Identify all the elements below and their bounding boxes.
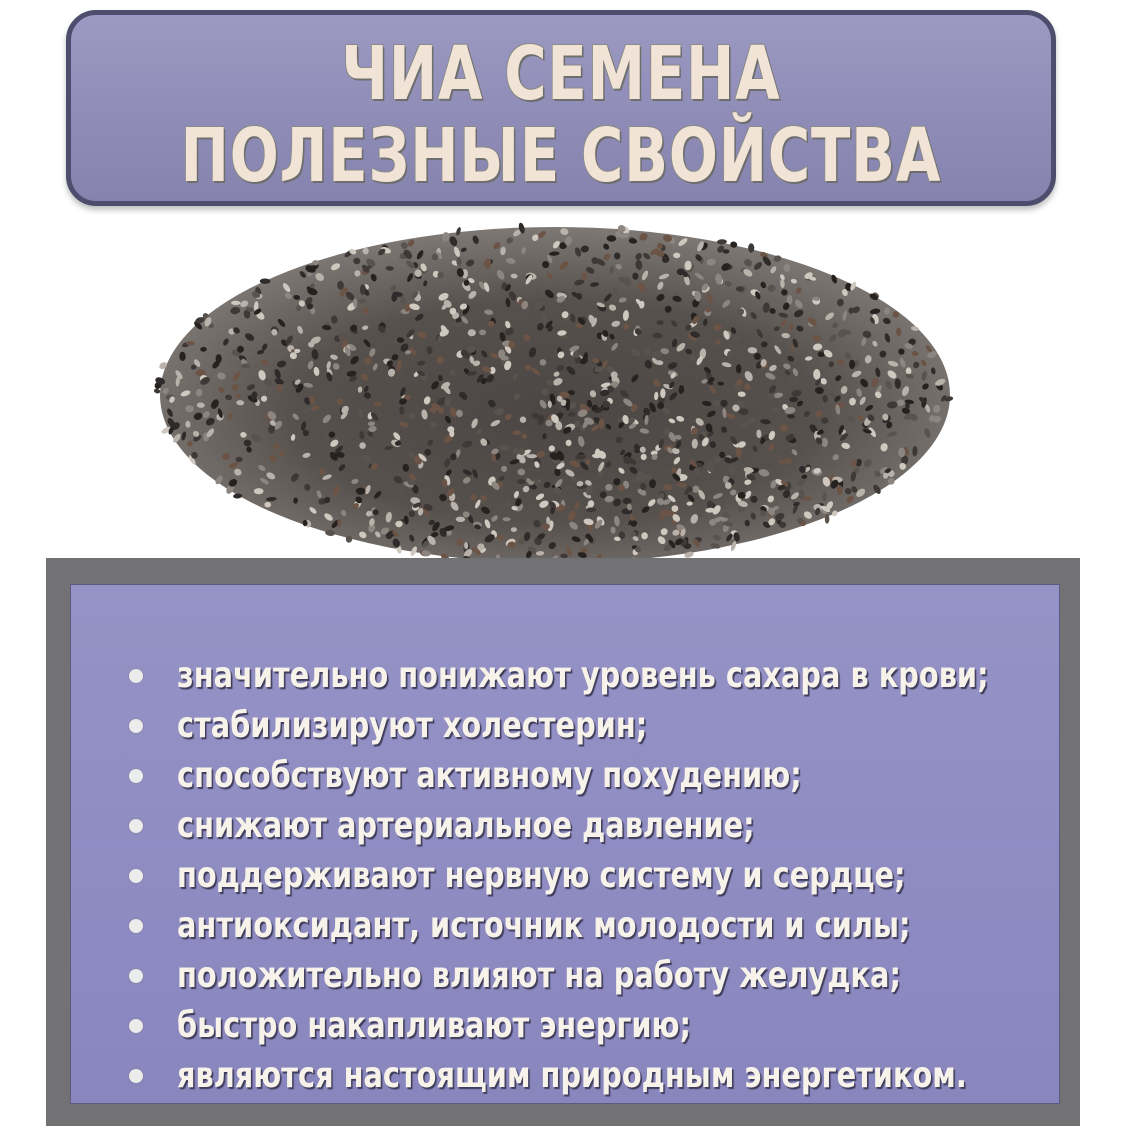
- benefit-text: способствуют активному похудению;: [177, 755, 802, 796]
- title-banner: [66, 10, 1056, 206]
- seed: [264, 502, 271, 508]
- benefit-text: поддерживают нервную систему и сердце;: [177, 855, 906, 896]
- benefit-text: значительно понижают уровень сахара в крови;: [177, 655, 989, 696]
- benefit-text: положительно влияют на работу желудка;: [177, 955, 901, 996]
- chia-seeds-image: [140, 195, 970, 575]
- seed: [849, 360, 855, 370]
- benefit-list: [129, 653, 1059, 1103]
- bullet-icon: [129, 719, 143, 733]
- seed: [723, 249, 730, 253]
- seed: [738, 408, 748, 415]
- benefit-text: являются настоящим природным энергетиком.: [177, 1055, 967, 1096]
- benefit-item: [129, 703, 1059, 753]
- bullet-icon: [129, 919, 143, 933]
- benefits-panel-frame: [46, 558, 1080, 1126]
- bullet-icon: [129, 969, 143, 983]
- benefit-item: [129, 803, 1059, 853]
- benefit-item: [129, 1003, 1059, 1053]
- seed: [356, 488, 366, 495]
- seed: [663, 428, 670, 436]
- seed: [153, 388, 160, 394]
- seed: [236, 457, 243, 462]
- bullet-icon: [129, 819, 143, 833]
- benefit-item: [129, 653, 1059, 703]
- page-title-line-1: ЧИА СЕМЕНА: [341, 31, 781, 117]
- benefits-panel: [70, 584, 1060, 1104]
- bullet-icon: [129, 869, 143, 883]
- bullet-icon: [129, 1069, 143, 1083]
- seed: [254, 488, 264, 494]
- benefit-text: снижают артериальное давление;: [177, 805, 755, 846]
- benefit-item: [129, 1053, 1059, 1103]
- seed: [545, 420, 552, 427]
- bullet-icon: [129, 669, 143, 683]
- seed: [883, 473, 888, 479]
- page-title-line-2: ПОЛЕЗНЫЕ СВОЙСТВА: [180, 113, 942, 199]
- benefit-text: антиоксидант, источник молодости и силы;: [177, 905, 911, 946]
- seed: [660, 388, 665, 398]
- benefit-item: [129, 953, 1059, 1003]
- seed: [527, 454, 538, 458]
- benefit-item: [129, 903, 1059, 953]
- benefit-item: [129, 753, 1059, 803]
- benefit-text: быстро накапливают энергию;: [177, 1005, 692, 1046]
- benefit-item: [129, 853, 1059, 903]
- benefit-text: стабилизируют холестерин;: [177, 705, 648, 746]
- seed: [822, 492, 826, 501]
- bullet-icon: [129, 1019, 143, 1033]
- chia-seeds-illustration: [140, 195, 970, 575]
- bullet-icon: [129, 769, 143, 783]
